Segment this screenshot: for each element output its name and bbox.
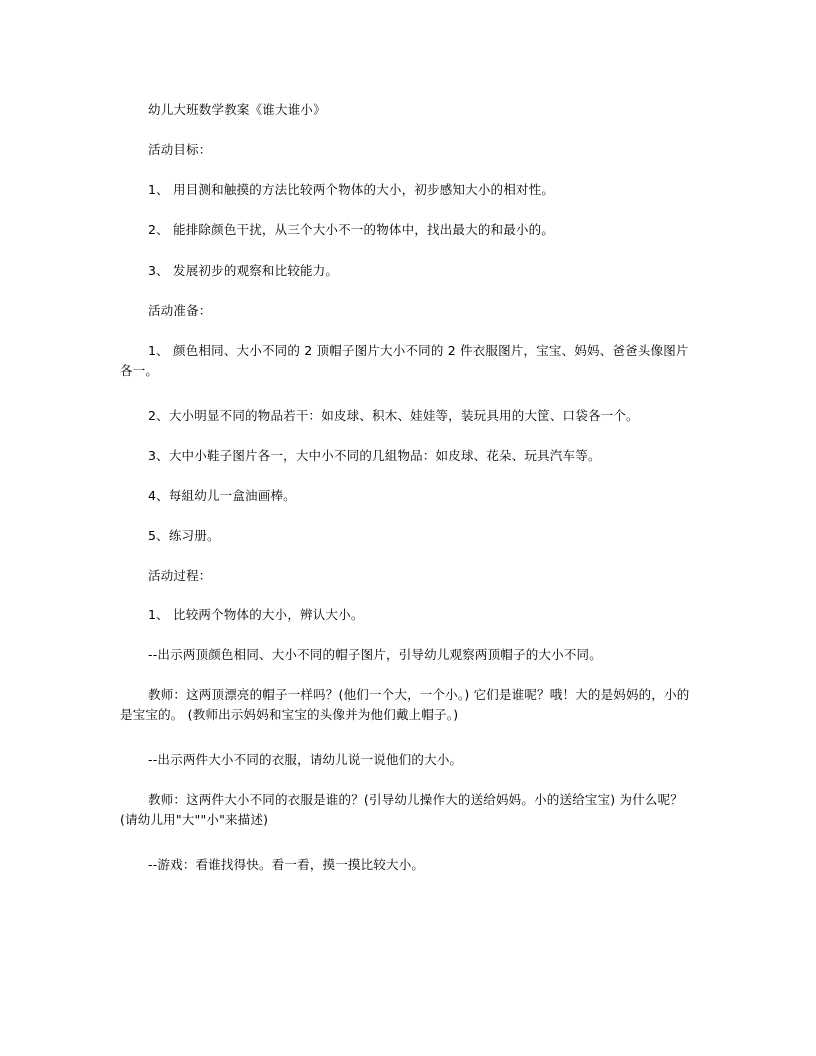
preparation-item-4: 4、每組幼儿一盒油画棒。 bbox=[148, 488, 296, 503]
goal-item-3: 3、 发展初步的观察和比较能力。 bbox=[148, 263, 339, 278]
goal-item-1: 1、 用目测和触摸的方法比较两个物体的大小，初步感知大小的相对性。 bbox=[148, 182, 555, 197]
section-heading-preparation: 活动准备： bbox=[148, 303, 212, 318]
teacher-dialogue-clothes: 教师：这两件大小不同的衣服是谁的？(引导幼儿操作大的送给妈妈。小的送给宝宝) 为什么呢？(请幼儿用"大""小"来描述) bbox=[120, 792, 684, 827]
preparation-item-3: 3、大中小鞋子图片各一，大中小不同的几組物品：如皮球、花朵、玩具汽车等。 bbox=[148, 448, 601, 463]
preparation-item-5: 5、练习册。 bbox=[148, 528, 220, 543]
process-step-clothes: --出示两件大小不同的衣服，请幼儿说一说他们的大小。 bbox=[148, 752, 463, 767]
goal-item-2: 2、 能排除颜色干扰，从三个大小不一的物体中，找出最大的和最小的。 bbox=[148, 222, 555, 237]
document-title: 幼儿大班数学教案《谁大谁小》 bbox=[148, 102, 326, 117]
section-heading-process: 活动过程： bbox=[148, 568, 212, 583]
process-step-game: --游戏：看谁找得快。看一看，摸一摸比较大小。 bbox=[148, 857, 425, 872]
preparation-item-1: 1、 颜色相同、大小不同的 2 顶帽子图片大小不同的 2 件衣服图片，宝宝、妈妈、爸爸头像图片各一。 bbox=[120, 343, 689, 378]
preparation-item-2: 2、大小明显不同的物品若干：如皮球、积木、娃娃等，装玩具用的大筐、口袋各一个。 bbox=[148, 408, 639, 423]
process-step-hats: --出示两顶颜色相同、大小不同的帽子图片，引导幼儿观察两顶帽子的大小不同。 bbox=[148, 647, 602, 662]
section-heading-goals: 活动目标： bbox=[148, 142, 212, 157]
process-item-1: 1、 比较两个物体的大小，辨认大小。 bbox=[148, 607, 364, 622]
teacher-dialogue-hats: 教师：这两顶漂亮的帽子一样吗？(他们一个大，一个小。) 它们是谁呢？哦！大的是妈妈的，小的是宝宝的。 (教师出示妈妈和宝宝的头像并为他们戴上帽子。) bbox=[120, 687, 690, 722]
